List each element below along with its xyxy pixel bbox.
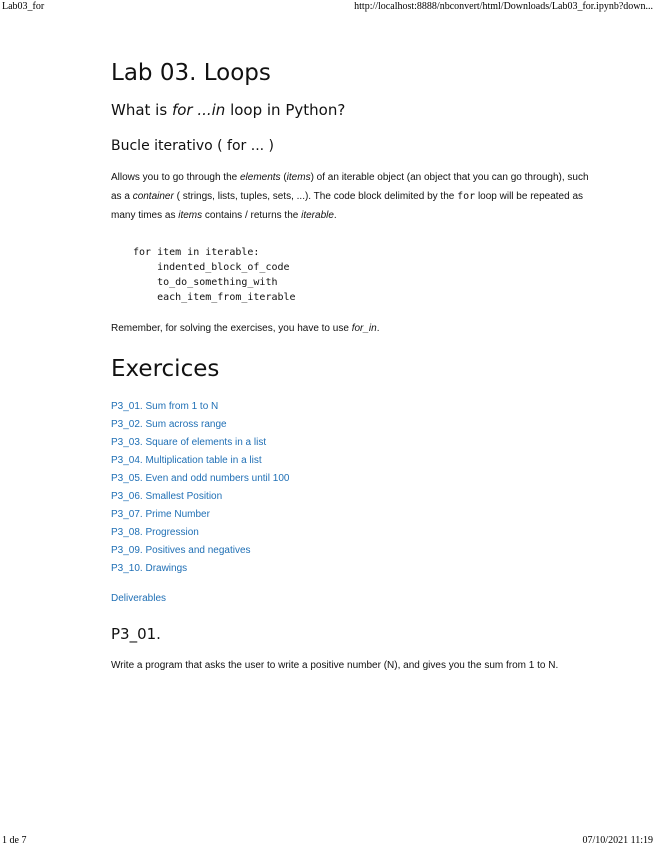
print-datetime: 07/10/2021 11:19 bbox=[582, 835, 653, 846]
intro-emph: container bbox=[132, 191, 174, 202]
list-item bbox=[111, 450, 591, 468]
print-footer bbox=[0, 834, 655, 848]
intro-text: ( strings, lists, tuples, sets, ...). The code block delimited by the bbox=[173, 191, 458, 202]
intro-paragraph bbox=[111, 168, 591, 225]
exercise-link-p3-01[interactable]: P3_01. Sum from 1 to N bbox=[111, 401, 219, 412]
exercise-link-p3-09[interactable]: P3_09. Positives and negatives bbox=[111, 545, 251, 556]
question-heading bbox=[111, 100, 591, 120]
question-prefix: What is bbox=[111, 101, 172, 119]
list-item bbox=[111, 540, 591, 558]
exercise-link-p3-10[interactable]: P3_10. Drawings bbox=[111, 563, 188, 574]
remember-suffix: . bbox=[376, 323, 380, 334]
list-item bbox=[111, 522, 591, 540]
p3-01-description: Write a program that asks the user to write a positive number (N), and gives you the sum from 1 to N. bbox=[111, 660, 559, 671]
list-item bbox=[111, 504, 591, 522]
exercise-link-p3-03[interactable]: P3_03. Square of elements in a list bbox=[111, 437, 267, 448]
remember-emph: for_in bbox=[351, 323, 377, 334]
exercise-link-p3-05[interactable]: P3_05. Even and odd numbers until 100 bbox=[111, 473, 290, 484]
print-header bbox=[0, 0, 655, 14]
intro-text: Allows you to go through the bbox=[111, 172, 240, 183]
remember-prefix: Remember, for solving the exercises, you have to use bbox=[111, 323, 352, 334]
list-item bbox=[111, 468, 591, 486]
list-item bbox=[111, 396, 591, 414]
p3-01-heading: P3_01. bbox=[111, 625, 161, 643]
print-header-title: Lab03_for bbox=[2, 1, 45, 12]
question-emph: for ...in bbox=[171, 101, 226, 119]
subtitle-heading: Bucle iterativo ( for ... ) bbox=[111, 138, 275, 154]
exercise-link-p3-08[interactable]: P3_08. Progression bbox=[111, 527, 199, 538]
intro-text: loop will be repeated as many times as bbox=[111, 191, 584, 221]
exercise-link-list bbox=[111, 396, 591, 576]
deliverables-row bbox=[111, 588, 591, 608]
remember-paragraph bbox=[111, 319, 591, 338]
exercise-link-p3-04[interactable]: P3_04. Multiplication table in a list bbox=[111, 455, 262, 466]
exercise-link-p3-06[interactable]: P3_06. Smallest Position bbox=[111, 491, 223, 502]
intro-emph: items bbox=[286, 172, 311, 183]
intro-emph: items bbox=[178, 210, 203, 221]
page-title: Lab 03. Loops bbox=[111, 60, 271, 86]
intro-text: ( bbox=[280, 172, 287, 183]
intro-emph: iterable bbox=[301, 210, 334, 221]
list-item bbox=[111, 432, 591, 450]
list-item bbox=[111, 486, 591, 504]
notebook-content bbox=[111, 58, 591, 675]
exercises-heading: Exercices bbox=[111, 356, 220, 382]
inline-code-for: for bbox=[457, 191, 476, 202]
intro-text: . bbox=[333, 210, 337, 221]
intro-emph: elements bbox=[239, 172, 281, 183]
intro-text: contains / returns the bbox=[202, 210, 302, 221]
exercise-link-p3-02[interactable]: P3_02. Sum across range bbox=[111, 419, 227, 430]
code-block: for item in iterable: indented_block_of_code to_do_something_with each_item_from_iterable bbox=[133, 247, 296, 303]
deliverables-link[interactable]: Deliverables bbox=[111, 593, 167, 604]
list-item bbox=[111, 414, 591, 432]
list-item bbox=[111, 558, 591, 576]
page-number: 1 de 7 bbox=[2, 835, 27, 846]
exercise-link-p3-07[interactable]: P3_07. Prime Number bbox=[111, 509, 210, 520]
print-header-url: http://localhost:8888/nbconvert/html/Downloads/Lab03_for.ipynb?down... bbox=[354, 1, 653, 12]
question-suffix: loop in Python? bbox=[225, 101, 346, 119]
intro-text: ) of an iterable object (an object that you can go through), such as a bbox=[111, 172, 589, 202]
